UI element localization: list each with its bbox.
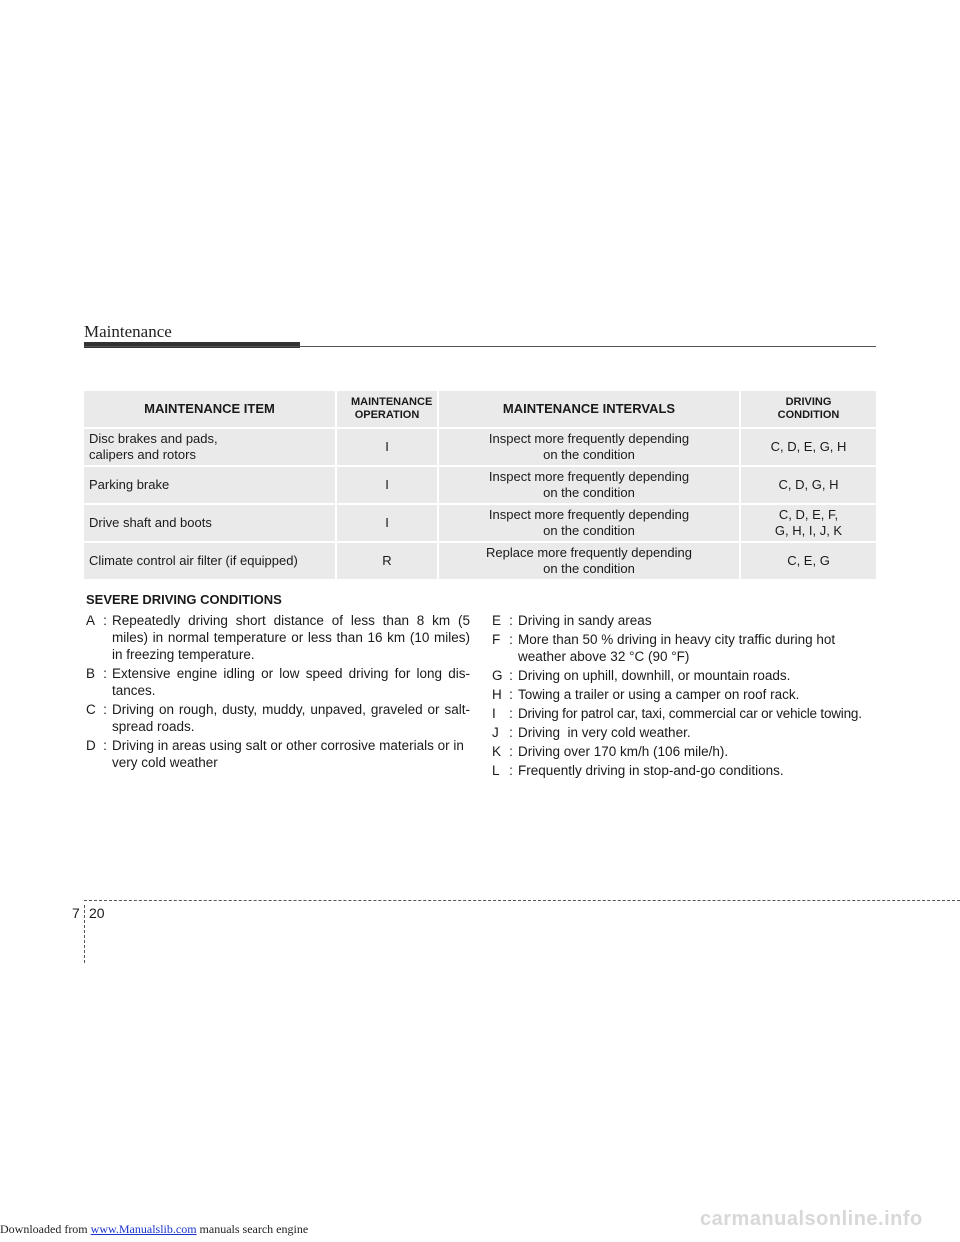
condition-text: Driving in sandy areas [518,613,652,628]
row-operation: I [337,505,439,541]
row-item: Climate control air filter (if equipped) [84,543,337,579]
condition-text: Repeatedly driving short distance of less than 8 km (5 miles) in normal temperature or less than 16 km (10 miles) in freezing temperature. [112,613,470,662]
condition-letter: L [492,763,500,778]
list-item: D : Driving in areas using salt or other corrosive materials or in very cold weather [86,737,470,771]
table-row [84,505,876,541]
list-item: E : Driving in sandy areas [492,612,884,629]
row-operation: I [337,429,439,465]
row-condition: C, D, E, F, G, H, I, J, K [774,507,843,538]
list-item: J : Driving in very cold weather. [492,724,884,741]
chapter-number: 7 [72,905,80,921]
watermark-logo: carmanualsonline.info [700,1208,923,1230]
footer-suffix: manuals search engine [199,1222,309,1236]
condition-letter: D [86,738,96,753]
condition-letter: F [492,632,501,647]
condition-letter: B [86,666,96,681]
header-maintenance-item: MAINTENANCE ITEM [84,391,337,427]
condition-letter: C [86,702,96,717]
conditions-left-column [86,612,470,773]
condition-letter: J [492,725,499,740]
header-rule-thin [84,346,876,347]
row-interval: Inspect more frequently depending on the condition [439,467,741,503]
severe-conditions-title: SEVERE DRIVING CONDITIONS [86,592,282,607]
condition-text: Driving over 170 km/h (106 mile/h). [518,744,729,759]
header-maintenance-operation [337,391,439,427]
row-condition: C, D, G, H [778,477,839,492]
maintenance-table [84,391,876,581]
list-item: B : Extensive engine idling or low speed driving for long dis-tances. [86,666,470,698]
header-operation-text: MAINTENANCE OPERATION [351,396,433,421]
table-row [84,543,876,579]
row-item: Parking brake [84,467,337,503]
row-operation: R [337,543,439,579]
condition-text: Driving on rough, dusty, muddy, unpaved, graveled or salt-spread roads. [112,702,470,734]
condition-text: Driving for patrol car, taxi, commercial car or vehicle towing. [518,706,862,721]
condition-letter: H [492,687,502,702]
condition-letter: G [492,668,503,683]
list-item: A : Repeatedly driving short distance of less than 8 km (5 miles) in normal temperature or less than 16 km (10 miles) in freezing temperature. [86,613,470,662]
row-interval: Inspect more frequently depending on the condition [439,505,741,541]
row-interval: Replace more frequently depending on the condition [439,543,741,579]
header-condition-text: DRIVING CONDITION [777,396,840,421]
condition-text: More than 50 % driving in heavy city traffic during hot weather above 32 °C (90 °F) [518,632,836,664]
download-footer [0,1222,308,1237]
section-title: Maintenance [84,322,172,341]
condition-letter: E [492,613,502,628]
list-item: F : More than 50 % driving in heavy city traffic during hot weather above 32 °C (90 °F) [492,631,884,665]
conditions-right-column [492,612,884,781]
list-item: L : Frequently driving in stop-and-go conditions. [492,762,884,779]
row-condition: C, D, E, G, H [770,439,847,454]
condition-text: Driving in very cold weather. [518,725,691,740]
row-interval: Inspect more frequently depending on the condition [439,429,741,465]
list-item: G : Driving on uphill, downhill, or mountain roads. [492,667,884,684]
header-maintenance-intervals: MAINTENANCE INTERVALS [439,391,741,427]
row-item: Disc brakes and pads, calipers and rotors [84,429,337,465]
condition-letter: A [86,613,96,628]
table-row [84,467,876,503]
page-number-divider [84,905,85,963]
footer-prefix: Downloaded from [0,1222,88,1236]
row-operation: I [337,467,439,503]
manualslib-link[interactable]: www.Manualslib.com [90,1222,197,1236]
list-item: K : Driving over 170 km/h (106 mile/h). [492,743,884,760]
condition-text: Frequently driving in stop-and-go conditions. [518,763,784,778]
header-rule-thick [84,342,300,348]
condition-letter: K [492,744,502,759]
list-item: C : Driving on rough, dusty, muddy, unpaved, graveled or salt-spread roads. [86,702,470,734]
condition-text: Towing a trailer or using a camper on roof rack. [518,687,800,702]
condition-text: Driving on uphill, downhill, or mountain roads. [518,668,791,683]
list-item: H : Towing a trailer or using a camper on roof rack. [492,686,884,703]
header-driving-condition [741,391,876,427]
row-item: Drive shaft and boots [84,505,337,541]
list-item: I : Driving for patrol car, taxi, commercial car or vehicle towing. [492,705,884,722]
row-condition: C, E, G [787,553,830,568]
page-divider-dashed [84,900,960,901]
table-header-row [84,391,876,427]
condition-text: Driving in areas using salt or other corrosive materials or in very cold weather [112,738,464,770]
condition-letter: I [492,706,496,721]
condition-text: Extensive engine idling or low speed driving for long dis-tances. [112,666,470,698]
table-row [84,429,876,465]
page-number: 20 [89,905,105,921]
